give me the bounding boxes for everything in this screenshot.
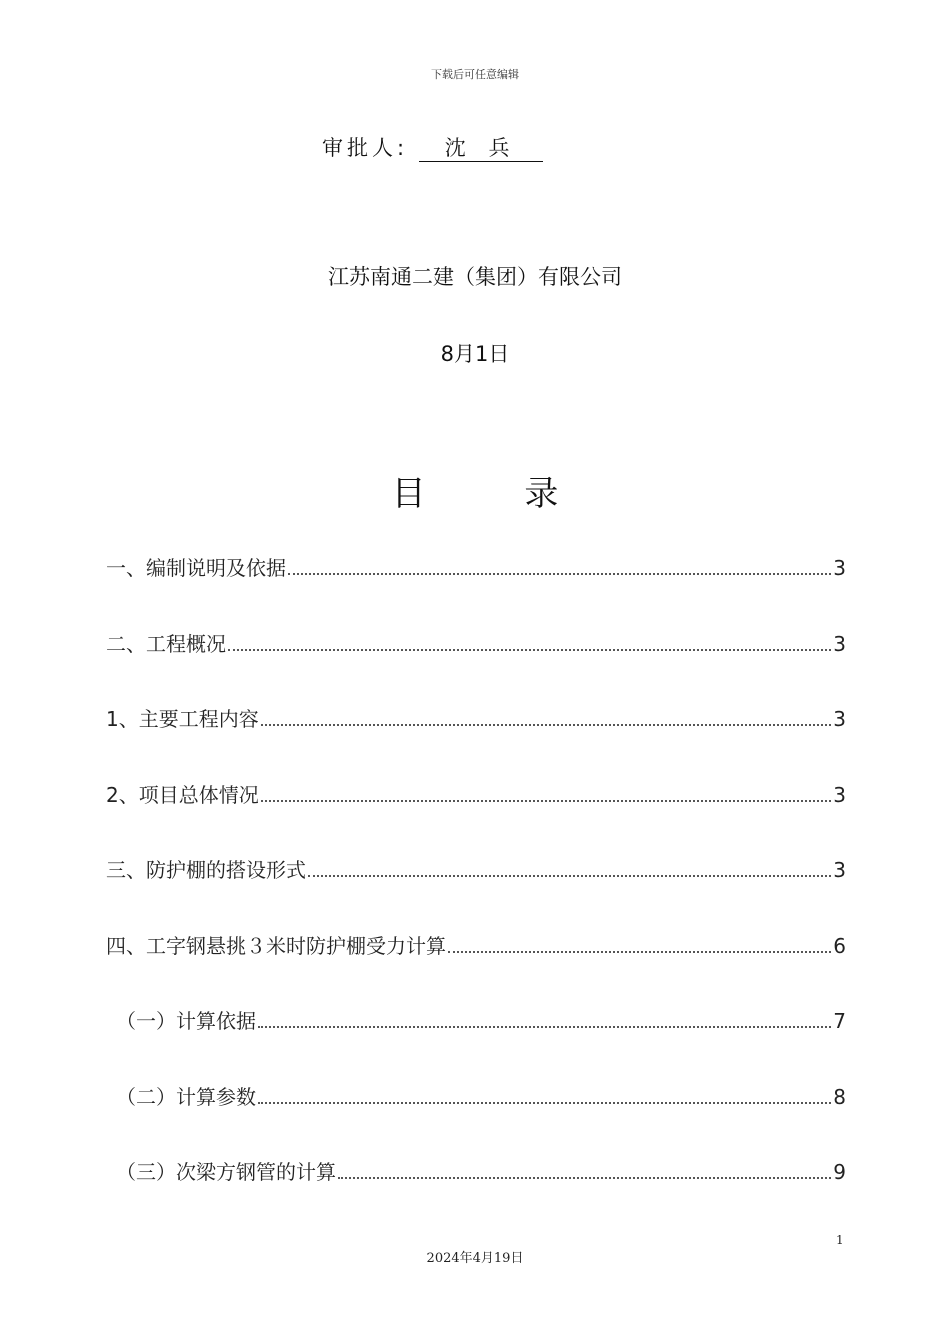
toc-entry[interactable] [106, 701, 846, 777]
approver-name: 沈 兵 [419, 135, 544, 162]
toc-entry-label: （三）次梁方钢管的计算 [116, 1160, 336, 1184]
toc-entry-page: 8 [833, 1084, 846, 1109]
toc-dot-leader [448, 951, 831, 953]
toc-dot-leader [261, 800, 832, 802]
toc-dot-leader [261, 724, 832, 726]
toc-entry[interactable] [106, 777, 846, 853]
toc-entry-label: 四、工字钢悬挑３米时防护棚受力计算 [106, 933, 446, 958]
toc-entry-label: （二）计算参数 [116, 1084, 256, 1109]
toc-dot-leader [288, 573, 831, 575]
toc-entry-label: 二、工程概况 [106, 631, 226, 656]
page-number: 1 [836, 1233, 844, 1247]
toc-entry[interactable] [106, 852, 846, 928]
toc-entry-page: 3 [833, 556, 846, 580]
footer-date: 2024年4月19日 [426, 1251, 524, 1266]
toc-entry-page: 3 [833, 631, 846, 656]
company-name: 江苏南通二建（集团）有限公司 [328, 265, 622, 289]
cover-date: 8月1日 [440, 342, 510, 366]
toc-entry-page: 3 [833, 707, 846, 731]
toc-entry-label: 2、项目总体情况 [106, 782, 259, 807]
table-of-contents [106, 550, 846, 1230]
toc-entry[interactable] [106, 1079, 846, 1155]
approver-label: 审批人: [322, 136, 409, 160]
approver-line [322, 132, 543, 162]
toc-title: 目 录 [391, 474, 603, 514]
toc-entry-page: 9 [833, 1160, 846, 1184]
toc-dot-leader [258, 1102, 831, 1104]
toc-entry[interactable] [106, 626, 846, 702]
toc-entry-page: 3 [833, 782, 846, 807]
toc-entry-page: 3 [833, 858, 846, 882]
toc-entry-page: 6 [833, 933, 846, 958]
toc-dot-leader [308, 875, 831, 877]
toc-entry-label: 一、编制说明及依据 [106, 556, 286, 580]
toc-entry[interactable] [106, 928, 846, 1004]
toc-entry-label: （一）计算依据 [116, 1009, 256, 1033]
header-note: 下载后可任意编辑 [431, 68, 519, 81]
toc-entry-label: 三、防护棚的搭设形式 [106, 858, 306, 882]
toc-dot-leader [258, 1026, 831, 1028]
toc-entry[interactable] [106, 1003, 846, 1079]
toc-entry-page: 7 [833, 1009, 846, 1033]
toc-dot-leader [338, 1177, 831, 1179]
toc-dot-leader [228, 649, 831, 651]
toc-entry[interactable] [106, 1154, 846, 1230]
toc-entry-label: 1、主要工程内容 [106, 707, 259, 731]
toc-entry[interactable] [106, 550, 846, 626]
